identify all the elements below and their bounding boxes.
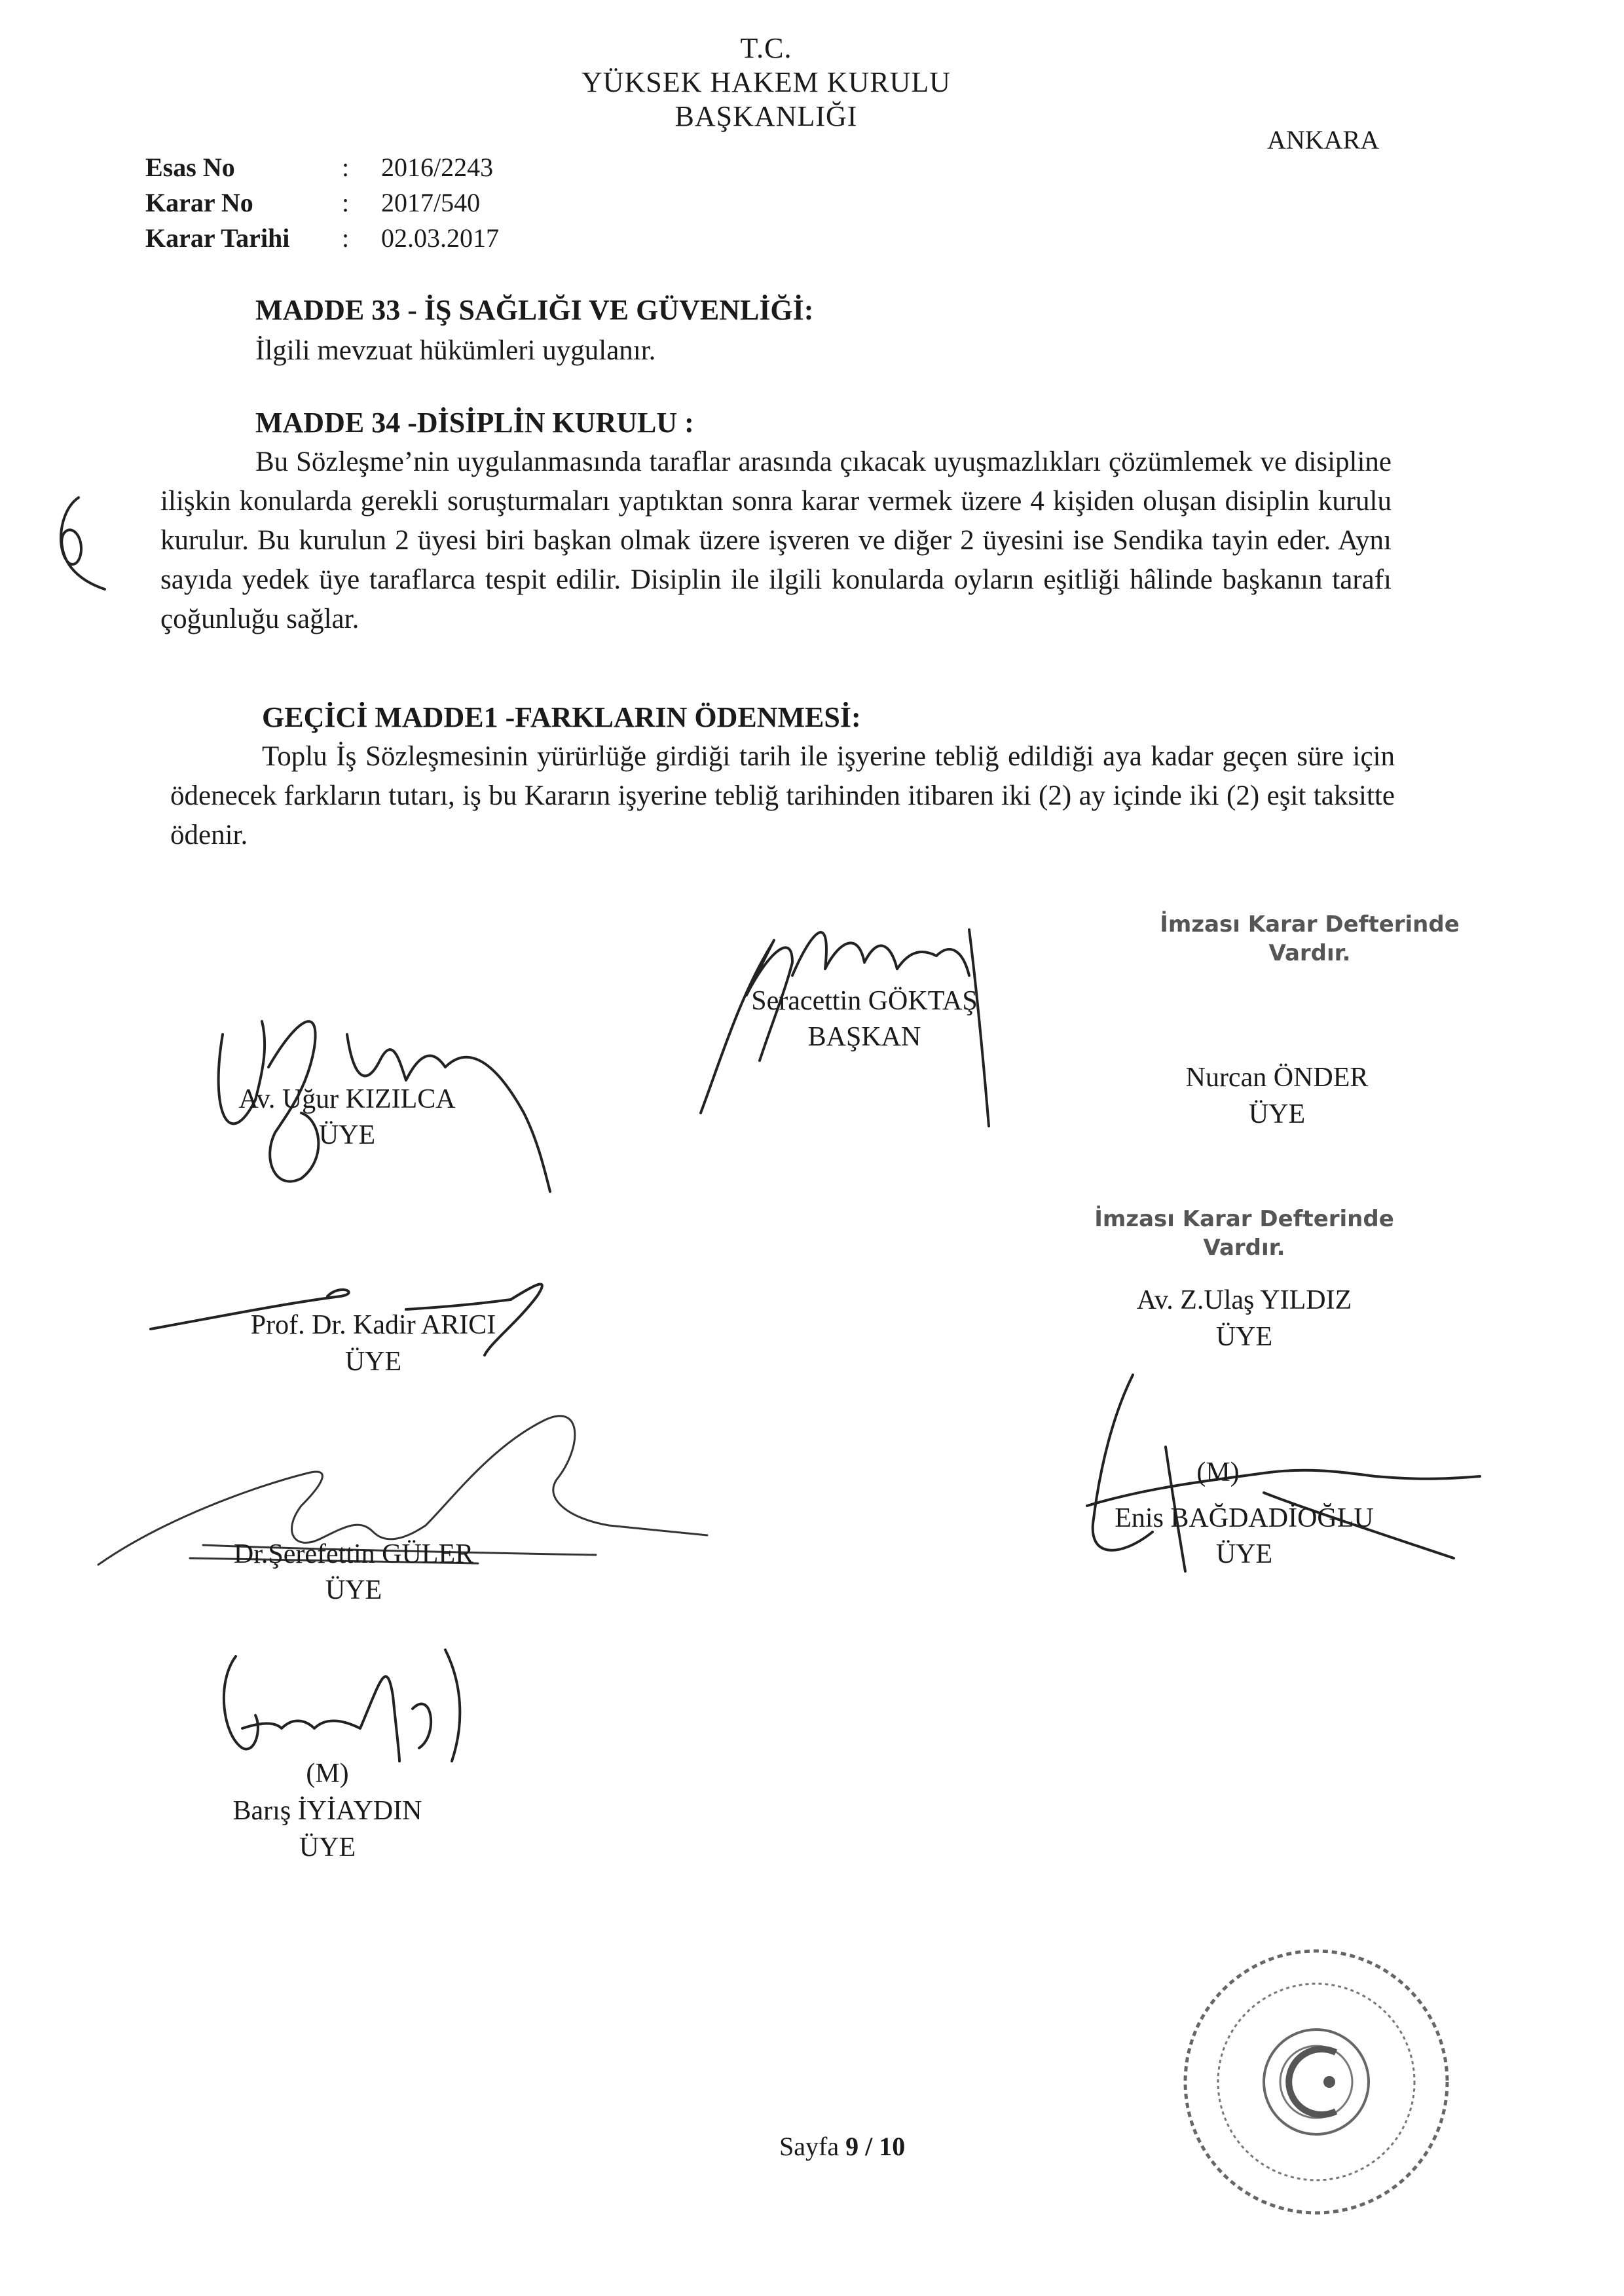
meta-label: Esas No [145,153,235,182]
page-number-separator: / [858,2132,879,2161]
signature-goktas-role: BAŞKAN [807,1022,921,1052]
meta-value: 2016/2243 [381,153,494,182]
article-34-body: Bu Sözleşme’nin uygulanmasında taraflar arasında çıkacak uyuşmazlıkları çözümlemek ve disipline ilişkin konularda gerekli soruşturmaları yaptıktan sonra karar vermek üzere 4 kişiden oluşan disiplin kurulu kurulur. Bu kurulun 2 üyesi biri başkan olmak üzere işveren ve diğer 2 üyesini ise Sendika tayin eder. Aynı sayıda yedek üye taraflarca tespit edilir. Disiplin ile ilgili konularda oyların eşitliği hâlinde başkanın tarafı çoğunluğu sağlar. [160,446,1392,634]
meta-karar-tarihi [145,223,499,253]
page-number-total: 10 [879,2132,906,2161]
stamp-note-line1: İmzası Karar Defterinde [1160,911,1460,938]
signature-goktas-name: Seracettin GÖKTAŞ [751,986,978,1016]
meta-label: Karar No [145,188,253,217]
meta-value: 02.03.2017 [381,223,499,253]
page-number [779,2131,905,2162]
page-number-prefix: Sayfa [779,2132,840,2161]
header-department: BAŞKANLIĞI [674,100,858,132]
article-33-body: İlgili mevzuat hükümleri uygulanır. [255,335,656,366]
signature-kizilca-name: Av. Uğur KIZILCA [238,1084,456,1114]
official-seal [1172,1938,1460,2226]
meta-label: Karar Tarihi [145,223,290,253]
signature-onder-role: ÜYE [1248,1099,1306,1129]
header-institution: YÜKSEK HAKEM KURULU [581,66,951,98]
signature-bagdadioglu-role: ÜYE [1215,1539,1273,1569]
margin-initial-mark [33,484,131,596]
stamp-note-line2: Vardır. [1268,940,1351,966]
page-number-current: 9 [845,2132,859,2161]
meta-karar-no [145,187,480,218]
meta-sep: : [342,153,350,182]
signature-yildiz-name: Av. Z.Ulaş YILDIZ [1136,1285,1352,1315]
meta-sep: : [342,188,350,217]
article-33-heading: MADDE 33 - İŞ SAĞLIĞI VE GÜVENLİĞİ: [255,294,814,326]
stamp-note-line1: İmzası Karar Defterinde [1094,1206,1394,1232]
signature-bagdadioglu-name: Enis BAĞDADİOĞLU [1115,1503,1374,1533]
signature-bagdadioglu-mark: (M) [1196,1457,1240,1487]
signature-onder-note [1139,910,1480,968]
stamp-note-line2: Vardır. [1203,1235,1285,1261]
header-tc: T.C. [740,32,792,64]
article-34-heading: MADDE 34 -DİSİPLİN KURULU : [255,407,694,439]
temporary-article-body: Toplu İş Sözleşmesinin yürürlüğe girdiği tarih ile işyerine tebliğ edildiği aya kadar geçen süre için ödenecek farkların tutarı, iş bu Kararın işyerine tebliğ tarihinden itibaren iki (2) ay içinde iki (2) eşit taksitte ödenir. [170,741,1395,850]
signature-yildiz-role: ÜYE [1215,1322,1273,1352]
signature-arici-name: Prof. Dr. Kadir ARICI [250,1310,496,1340]
signature-iyiaydin-mark: (M) [306,1758,349,1789]
meta-value: 2017/540 [381,188,481,217]
signature-yildiz-note [1074,1205,1414,1262]
signature-guler-role: ÜYE [325,1575,382,1605]
signature-kizilca-role: ÜYE [318,1120,376,1150]
signature-arici-role: ÜYE [344,1347,402,1377]
signature-iyiaydin-name: Barış İYİAYDIN [232,1796,422,1826]
signature-guler-name: Dr.Şerefettin GÜLER [233,1539,474,1569]
signature-iyiaydin-role: ÜYE [299,1832,356,1863]
meta-sep: : [342,223,350,253]
temporary-article-heading: GEÇİCİ MADDE1 -FARKLARIN ÖDENMESİ: [262,701,861,733]
header-city: ANKARA [1267,125,1380,155]
signature-onder-name: Nurcan ÖNDER [1185,1063,1369,1093]
meta-esas-no [145,152,493,183]
